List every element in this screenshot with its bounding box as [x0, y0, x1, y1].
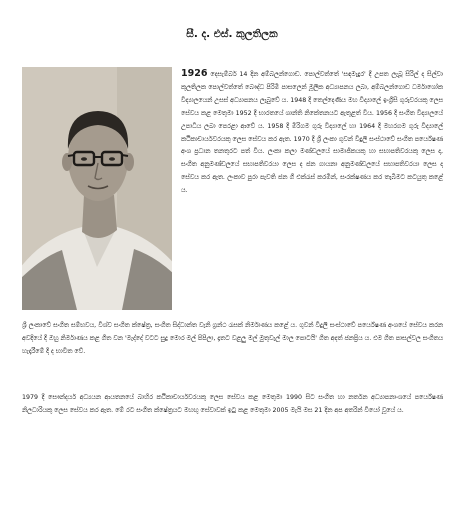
birth-year: 1926 — [181, 68, 208, 79]
later-life-paragraph: 1979 දී සෞන්දර්ය අධ්‍යයන ආයතනයේ බාහිර කථිකාචාර්යවරයකු ලෙස සේවය කළ මෙතුමා 1990 සිට සංගීත හා නර්තන අධ්‍යාපනාංශයේ පර්යේෂණ නිලධාරියකු ලෙස සේවය කර ඇත. මේ රට සංගීත ක්ෂේත්‍රයට මහඟු සේවාවක් ඉටු කළ මෙතුමා 2005 මැයි මස 21 දින අප අතරින් වියෝ වූයේ ය. — [22, 394, 443, 414]
portrait-photo — [22, 67, 172, 310]
intro-text: දෙසැම්බර් 14 දින අම්බලන්ගොඩ. පොල්වත්තේ 'සඳමැදුර' දී උපත ලැබූ සිරිල් ද සිල්වා කුලතිලක පොල්වත්තේ බෞද්ධ පිරිමි පාසලෙන් මූලික අධ්‍යාපනය ලබා, අම්බලන්ගොඩ ධර්මාශෝක විද්‍යාලයෙන් උසස් අධ්‍යාපනය ලැබුවේ ය. 1948 දී තෙල්දෙණිය මහ විද්‍යාලේ ඉංග්‍රීසි ගුරුවරයකු ලෙස සේවය කළ මෙතුමා 1952 දී භාරතයේ ශාන්ති නිකේතනයට ඇතුළත් විය. 1956 දී සංගීත විද්‍යාලයේ උපාධිය ලබා පෙරළා ආවේ ය. 1958 දී මිරිගම ගුරු විද්‍යාලේ හා 1964 දී මහරගම ගුරු විද්‍යාලේ කථිකාචාර්යවරයකු ලෙස සේවය කර ඇත. 1970 දී ශ්‍රී ලංකා ගුවන් විදුලි සංස්ථාවේ සංගීත පර්යේෂණ අංශ ප්‍රධාන තනතුරට පත් විය. ලංකා කලා මණ්ඩලයේ සාමාජිකයකු හා සභාපතිවරයකු ලෙස ද, සංගීත අනුමණ්ඩලයේ සභාපතිවරයා ලෙස ද ජන ගායනා අනුමණ්ඩලයේ සභාපතිවරයා ලෙස ද සේවය කර ඇත. ලංකාව පුරා පැවති ජන ගී එක්රැස් කරමින්, සංරක්ෂණය කර තැබීමට කටයුතු කළේ ය. — [181, 71, 443, 195]
portrait-illustration — [22, 67, 172, 310]
page-title: සී. ද. එස්. කුලතිලක — [186, 28, 278, 40]
intro-paragraph — [181, 68, 443, 198]
works-paragraph: ශ්‍රී ලංකාවේ සංගීත සම්භවය, විශ්ව සංගීත ක්ෂේත්‍ර, සංගීත සිද්ධාන්ත වැනි ග්‍රන්ථ රැසක් නිර්මාණය කළේ ය. ගුවන් විදුලි සංස්ථාවේ පර්යේෂණ අංශයේ සේවය කරන අවදියේ දී ඔහු නිර්මාණය කළ ගීත වන 'මැද්දේ වටට සුදු මොර මල් පිපිලා, දෑතට වළලු මල් මුතුවැල් මාල පොටයි' ගීත අදත් ජනප්‍රිය ය. එම ගීත පාසල්වල සංගීතය හැදෑරීමේ දී ද භාවිත වේ. — [22, 322, 443, 355]
